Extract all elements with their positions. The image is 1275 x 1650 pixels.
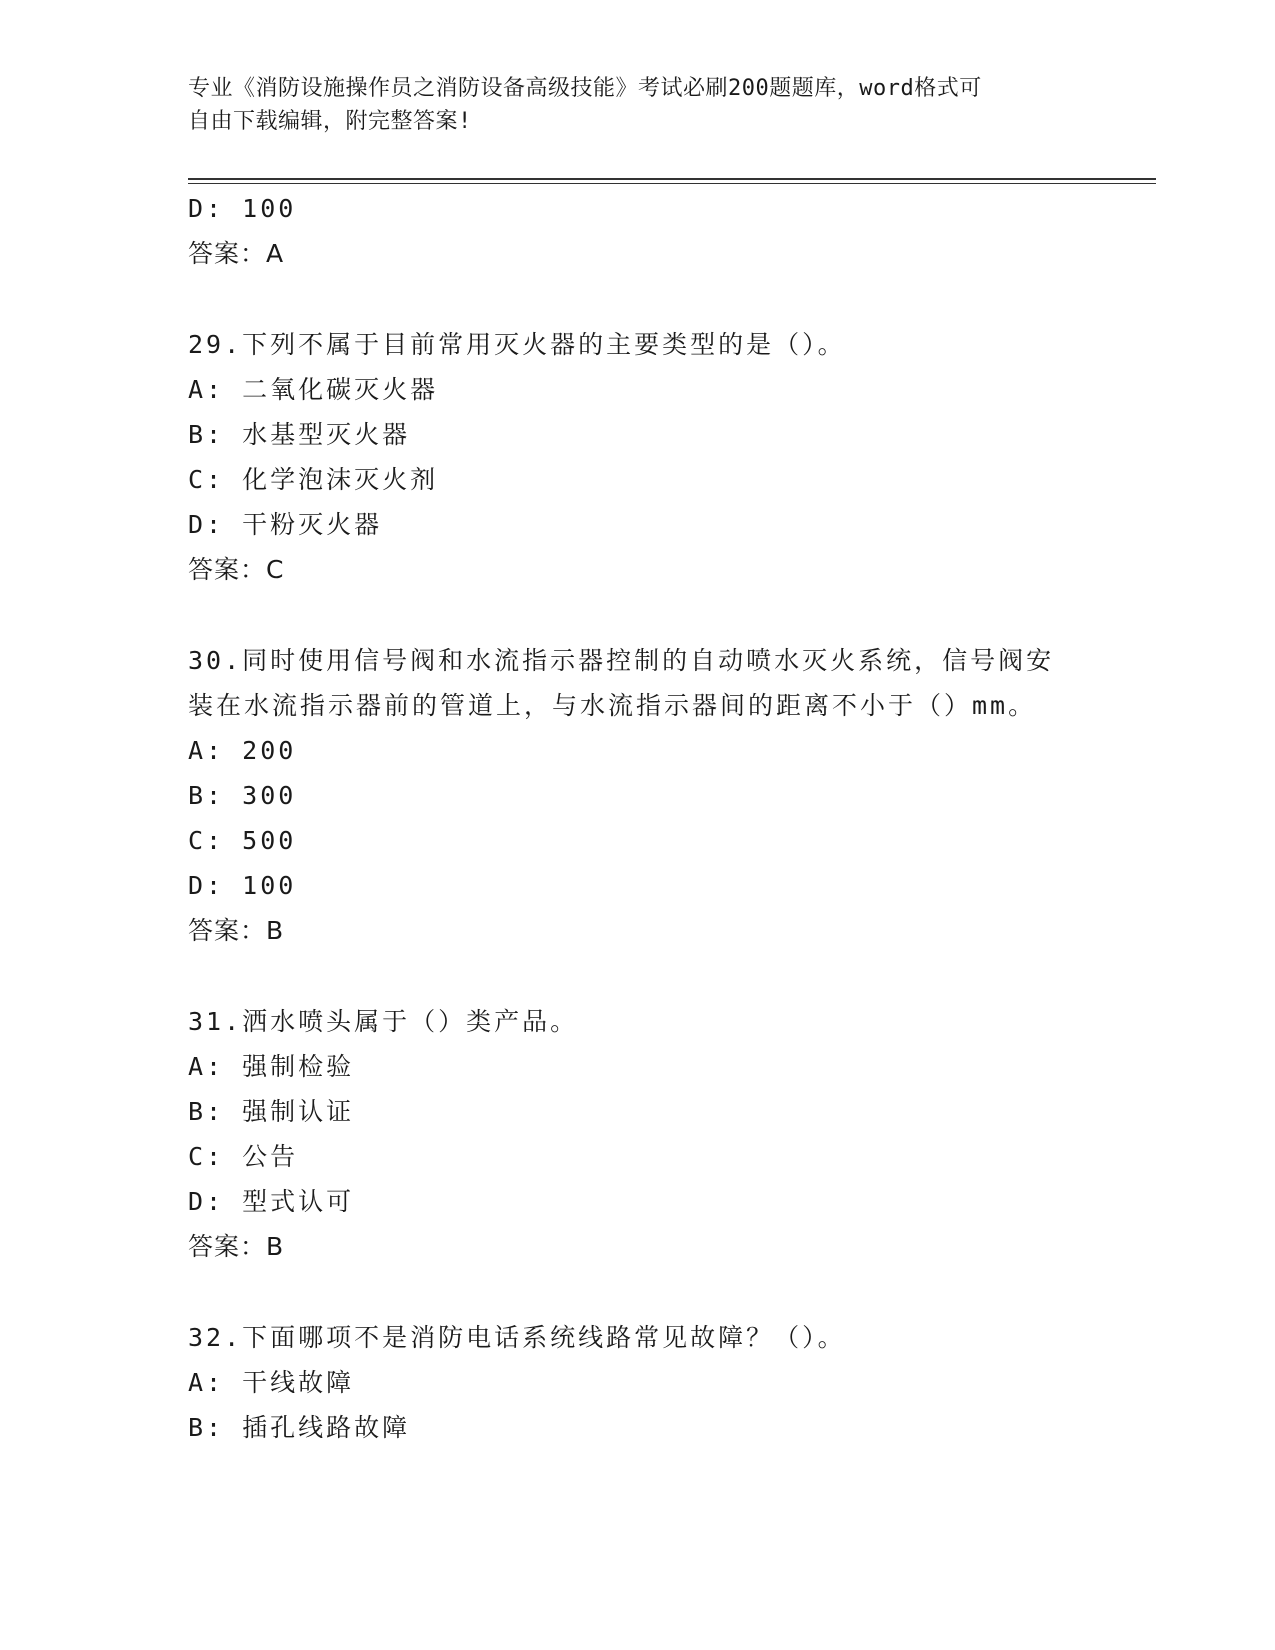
q31-option-b: B: 强制认证 [188, 1097, 355, 1126]
q31-option-a: A: 强制检验 [188, 1052, 355, 1081]
header-title-line-2: 自由下载编辑，附完整答案! [188, 109, 472, 134]
q31-option-d: D: 型式认可 [188, 1187, 355, 1216]
prev-answer: 答案：A [188, 239, 285, 268]
q29-option-c: C: 化学泡沫灭火剂 [188, 465, 439, 494]
q31-option-c: C: 公告 [188, 1142, 299, 1171]
q32-option-a: A: 干线故障 [188, 1368, 355, 1397]
q31-question: 31.洒水喷头属于（）类产品。 [188, 1007, 579, 1036]
q32-option-b: B: 插孔线路故障 [188, 1413, 411, 1442]
q30-answer: 答案：B [188, 916, 285, 945]
prev-option-d: D: 100 [188, 194, 297, 223]
q29-option-b: B: 水基型灭火器 [188, 420, 411, 449]
q29-option-a: A: 二氧化碳灭火器 [188, 375, 439, 404]
document-header [188, 72, 1088, 138]
q30-option-d: D: 100 [188, 871, 297, 900]
q29-option-d: D: 干粉灭火器 [188, 510, 383, 539]
q30-question-line-2: 装在水流指示器前的管道上，与水流指示器间的距离不小于（）mm。 [188, 691, 1037, 720]
q30-option-a: A: 200 [188, 736, 297, 765]
q31-answer: 答案：B [188, 1232, 285, 1261]
q30-question-line-1: 30.同时使用信号阀和水流指示器控制的自动喷水灭火系统，信号阀安 [188, 646, 1055, 675]
q29-answer: 答案：C [188, 555, 285, 584]
header-title-line-1: 专业《消防设施操作员之消防设备高级技能》考试必刷200题题库，word格式可 [188, 76, 982, 101]
q30-option-c: C: 500 [188, 826, 297, 855]
header-divider-thick [188, 178, 1156, 180]
q32-question: 32.下面哪项不是消防电话系统线路常见故障？（）。 [188, 1323, 846, 1352]
header-divider-thin [188, 183, 1156, 184]
q30-option-b: B: 300 [188, 781, 297, 810]
q29-question: 29.下列不属于目前常用灭火器的主要类型的是（）。 [188, 330, 846, 359]
